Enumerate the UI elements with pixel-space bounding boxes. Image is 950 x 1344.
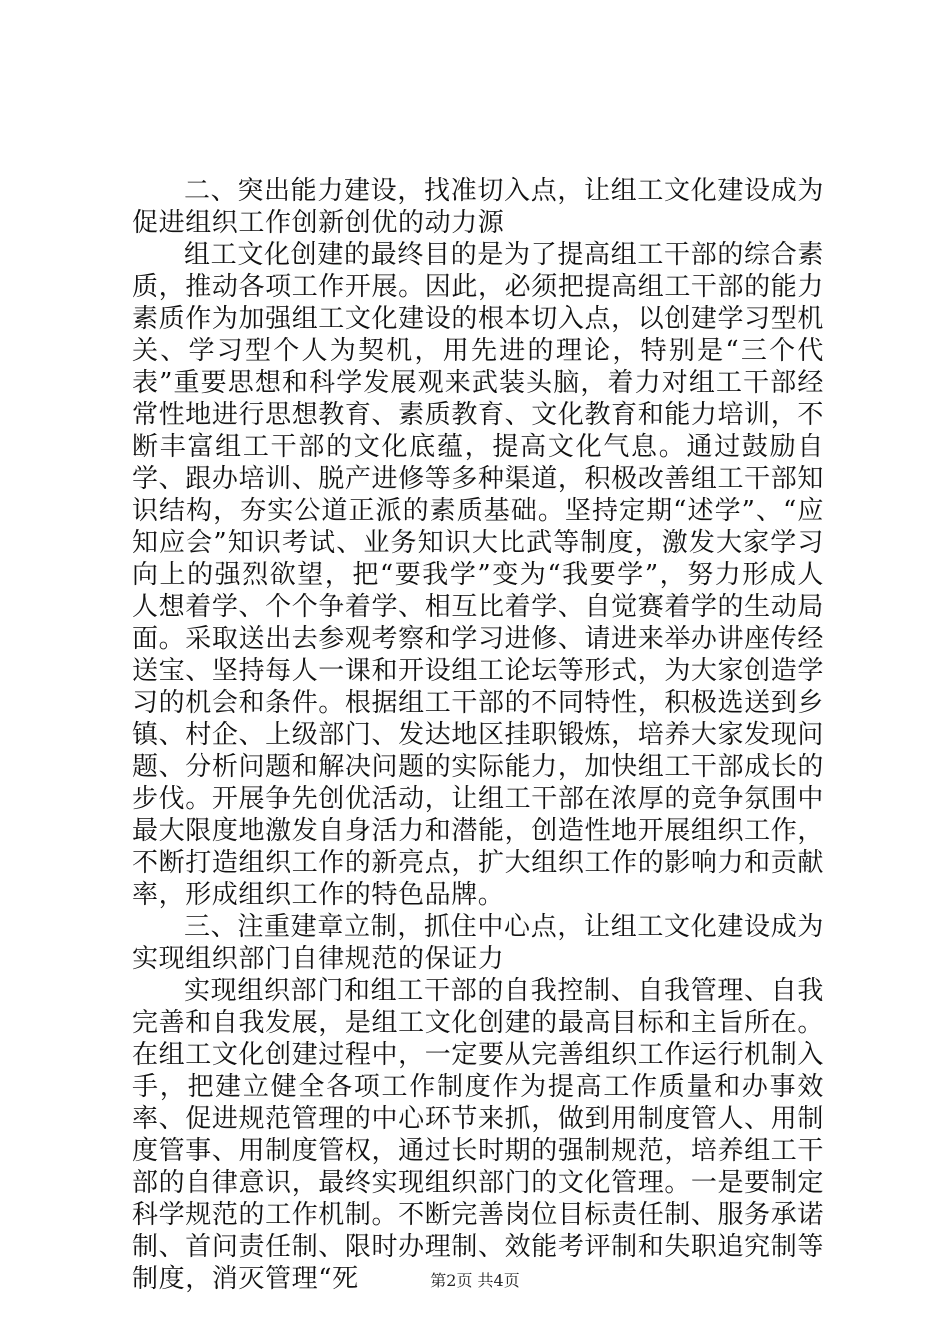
document-body	[132, 175, 824, 1295]
page-number-footer: 第2页 共4页	[430, 1271, 520, 1290]
section-heading-three: 三、注重建章立制，抓住中心点，让组工文化建设成为实现组织部门自律规范的保证力	[132, 912, 824, 974]
body-paragraph: 组工文化创建的最终目的是为了提高组工干部的综合素质，推动各项工作开展。因此，必须把提高组工干部的能力素质作为加强组工文化建设的根本切入点，以创建学习型机关、学习型个人为契机，用先进的理论，特别是“三个代表”重要思想和科学发展观来武装头脑，着力对组工干部经常性地进行思想教育、素质教育、文化教育和能力培训，不断丰富组工干部的文化底蕴，提高文化气息。通过鼓励自学、跟办培训、脱产进修等多种渠道，积极改善组工干部知识结构，夯实公道正派的素质基础。坚持定期“述学”、“应知应会”知识考试、业务知识大比武等制度，激发大家学习向上的强烈欲望，把“要我学”变为“我要学”，努力形成人人想着学、个个争着学、相互比着学、自觉赛着学的生动局面。采取送出去参观考察和学习进修、请进来举办讲座传经送宝、坚持每人一课和开设组工论坛等形式，为大家创造学习的机会和条件。根据组工干部的不同特性，积极选送到乡镇、村企、上级部门、发达地区挂职锻炼，培养大家发现问题、分析问题和解决问题的实际能力，加快组工干部成长的步伐。开展争先创优活动，让组工干部在浓厚的竞争氛围中最大限度地激发自身活力和潜能，创造性地开展组织工作，不断打造组织工作的新亮点，扩大组织工作的影响力和贡献率，形成组织工作的特色品牌。	[132, 240, 824, 910]
body-paragraph: 实现组织部门和组工干部的自我控制、自我管理、自我完善和自我发展，是组工文化创建的最高目标和主旨所在。在组工文化创建过程中，一定要从完善组织工作运行机制入手，把建立健全各项工作制度作为提高工作质量和办事效率、促进规范管理的中心环节来抓，做到用制度管人、用制度管事、用制度管权，通过长时期的强制规范，培养组工干部的自律意识，最终实现组织部门的文化管理。一是要制定科学规范的工作机制。不断完善岗位目标责任制、服务承诺制、首问责任制、限时办理制、效能考评制和失职追究制等制度，消灭管理“死	[132, 976, 824, 1294]
section-heading-two: 二、突出能力建设，找准切入点，让组工文化建设成为促进组织工作创新创优的动力源	[132, 176, 824, 238]
